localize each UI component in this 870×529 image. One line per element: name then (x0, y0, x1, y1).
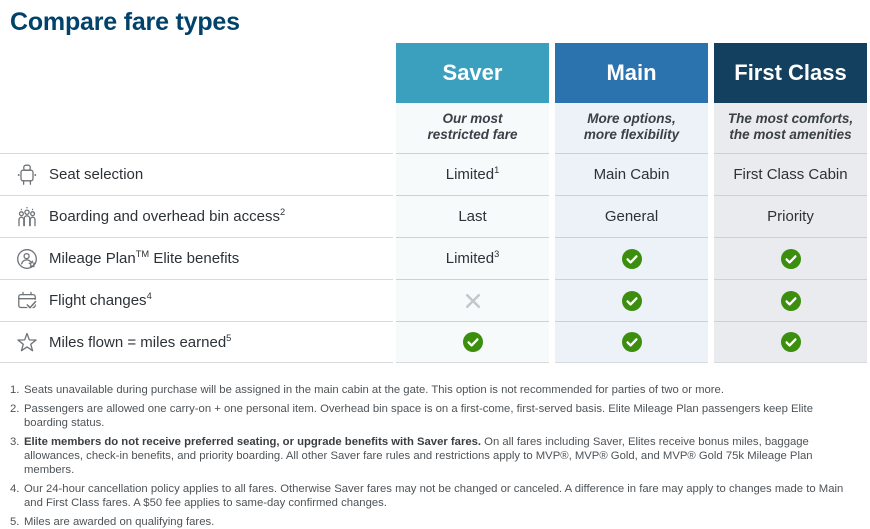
cell-text: Last (458, 208, 487, 225)
cell-changes-saver (396, 279, 549, 321)
footnote-number: 2. (10, 403, 20, 415)
cell-elite-first (714, 237, 867, 279)
flight-changes-icon (16, 290, 38, 312)
column-header-main: Main (555, 43, 708, 103)
row-label-boarding (0, 195, 393, 237)
cell-miles-main (555, 321, 708, 363)
cell-seat-main (555, 153, 708, 195)
check-icon (463, 332, 483, 352)
footnotes (10, 383, 858, 529)
cell-boarding-main (555, 195, 708, 237)
cell-seat-first (714, 153, 867, 195)
footnote-text: Elite members do not receive preferred seating, or upgrade benefits with Saver fares. On all fares including Saver, Elites receive bonus miles, baggage allowances, check-in benefits, and priority boarding. All other Saver fare rules and restrictions apply to MVP®, MVP® Gold, and MVP® Gold 75k Mileage Plan members. (24, 436, 813, 476)
cell-elite-saver (396, 237, 549, 279)
row-label-text: Mileage Plan™ Elite benefits (49, 249, 240, 267)
page-title: Compare fare types (10, 8, 240, 36)
row-label-elite-benefits (0, 237, 393, 279)
elite-benefits-icon (16, 248, 38, 270)
footnote-number: 1. (10, 384, 20, 396)
tagline-line: More options, (587, 110, 676, 126)
star-icon (16, 331, 38, 353)
row-label-text: Flight changes$^4$ (49, 291, 152, 309)
row-label-seat-selection (0, 153, 393, 195)
footnote (10, 435, 858, 477)
cell-text: First Class Cabin (733, 166, 848, 183)
cell-text: General (604, 208, 659, 225)
footnote (10, 383, 858, 397)
tagline-line: more flexibility (583, 127, 680, 142)
footnote (10, 482, 858, 510)
footnote-number: 3. (10, 436, 20, 448)
footnote-number: 4. (10, 483, 20, 495)
header-spacer (0, 43, 393, 103)
cell-boarding-saver (396, 195, 549, 237)
footnote-text: Passengers are allowed one carry-on + one personal item. Overhead bin space is on a first-come, first-served basis. Elite Mileage Plan passengers keep Elite boarding status. (24, 403, 813, 429)
column-header-first-class: First Class (714, 43, 867, 103)
row-label-flight-changes (0, 279, 393, 321)
cell-miles-first (714, 321, 867, 363)
footnote (10, 402, 858, 430)
cell-elite-main (555, 237, 708, 279)
check-icon (622, 291, 642, 311)
check-icon (781, 332, 801, 352)
check-icon (781, 249, 801, 269)
row-label-text: Seat selection (49, 166, 144, 183)
cell-miles-saver (396, 321, 549, 363)
column-header-saver: Saver (396, 43, 549, 103)
cell-changes-first (714, 279, 867, 321)
fare-tagline-saver (396, 103, 549, 153)
boarding-icon (16, 206, 38, 228)
tagline-line: the most amenities (729, 127, 852, 142)
check-icon (781, 291, 801, 311)
footnote-text: Seats unavailable during purchase will be assigned in the main cabin at the gate. This option is not recommended for parties of two or more. (24, 384, 724, 396)
row-label-miles-earned (0, 321, 393, 363)
cell-text: Limited$^3$ (445, 249, 500, 267)
cell-text: Limited$^1$ (445, 165, 500, 183)
footnote (10, 515, 858, 529)
cell-boarding-first (714, 195, 867, 237)
tagline-spacer (0, 103, 393, 153)
fare-comparison-table (0, 43, 870, 363)
tagline-line: Our most (442, 110, 503, 126)
tagline-line: restricted fare (427, 127, 518, 142)
x-icon (465, 293, 481, 309)
cell-seat-saver (396, 153, 549, 195)
cell-text: Priority (767, 208, 814, 225)
footnote-text: Our 24-hour cancellation policy applies to all fares. Otherwise Saver fares may not be changed or canceled. A difference in fare may apply to changes made to Main and First Class fares. A $50 fee applies to same-day confirmed changes. (24, 483, 844, 509)
cell-text: Main Cabin (593, 166, 670, 183)
cell-changes-main (555, 279, 708, 321)
row-label-text: Miles flown = miles earned$^5$ (49, 332, 232, 351)
footnote-text: Miles are awarded on qualifying fares. (24, 516, 215, 528)
check-icon (622, 332, 642, 352)
footnote-number: 5. (10, 516, 20, 528)
fare-tagline-main (555, 103, 708, 153)
seat-icon (16, 164, 38, 186)
tagline-line: The most comforts, (727, 110, 854, 126)
check-icon (622, 249, 642, 269)
row-label-text: Boarding and overhead bin access$^2$ (49, 207, 286, 225)
fare-tagline-first-class (714, 103, 867, 153)
